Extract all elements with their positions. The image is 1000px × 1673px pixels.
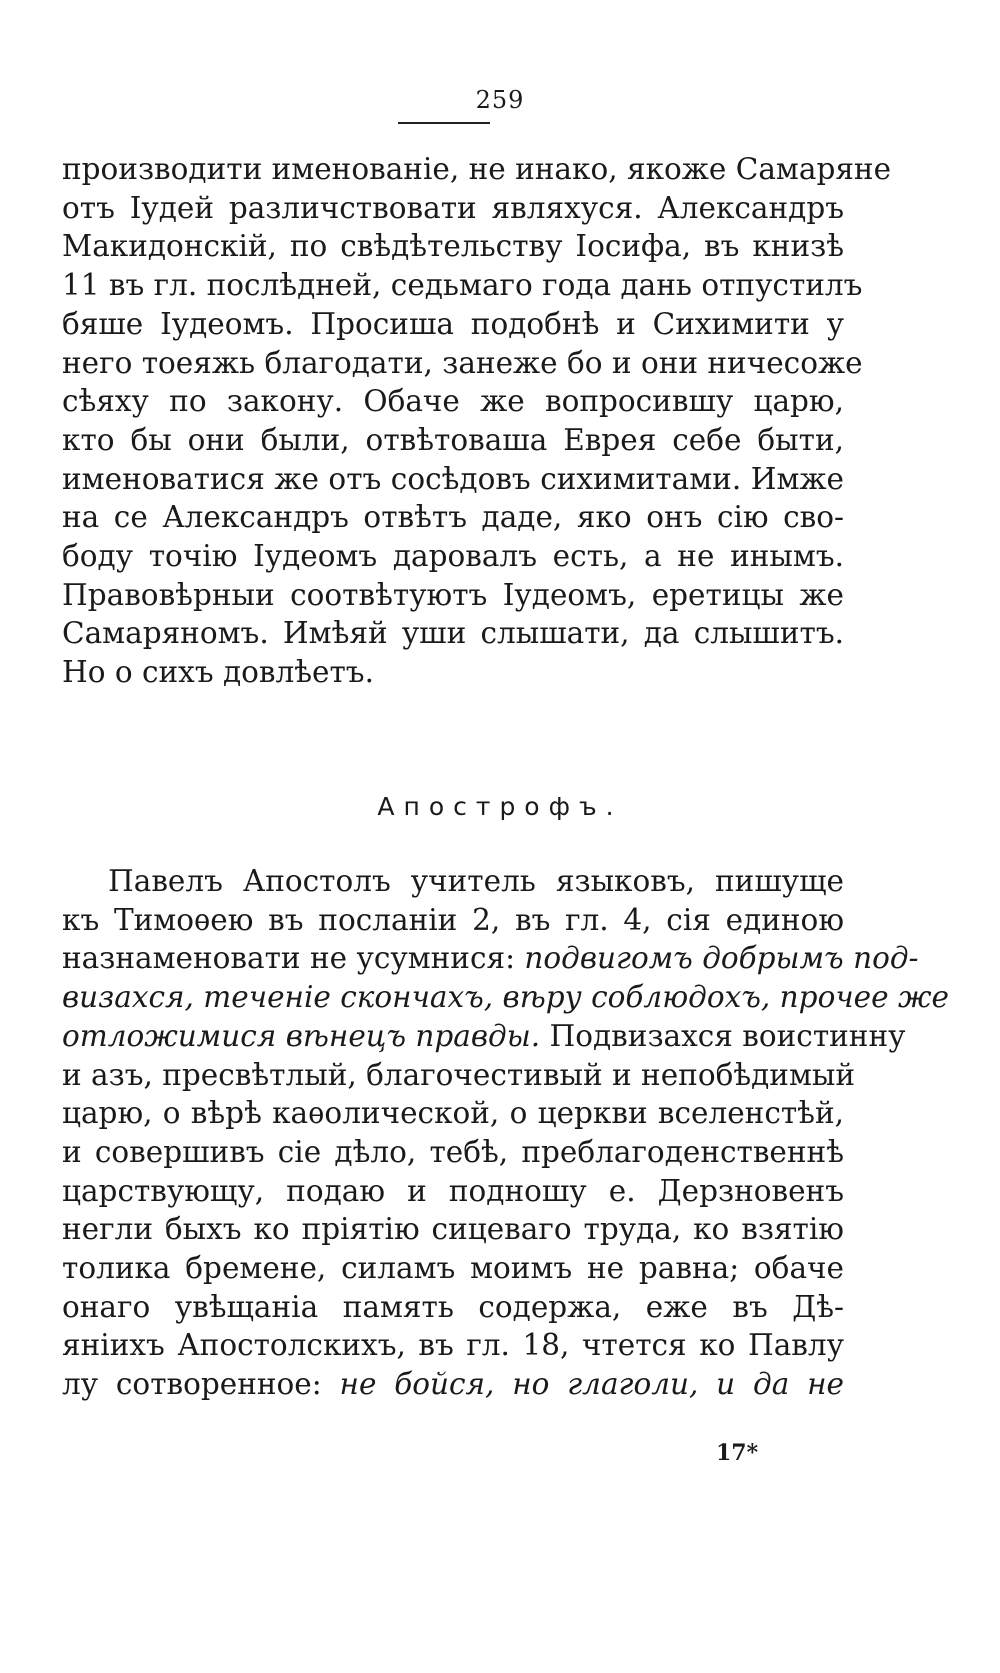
text-line: царствующу, подаю и подношу е. Дерзновенъ bbox=[62, 1173, 844, 1208]
paragraph-2 bbox=[62, 862, 949, 1404]
text-line: на се Александръ отвѣтъ даде, яко онъ сію сво- bbox=[62, 500, 844, 535]
text-line: негли быхъ ко пріятію сицеваго труда, ко взятію bbox=[62, 1212, 844, 1247]
text-line: царю, о вѣрѣ каѳолической, о церкви вселенстѣй, bbox=[62, 1096, 844, 1131]
text-line: сѣяху по закону. Обаче же вопросившу царю, bbox=[62, 384, 844, 419]
text-line: кто бы они были, отвѣтоваша Еврея себе быти, bbox=[62, 422, 844, 457]
paragraph-1 bbox=[62, 150, 892, 692]
text-line bbox=[62, 1017, 906, 1056]
text-run: лу сотворенное: bbox=[62, 1367, 340, 1402]
italic-quote: визахся, теченіе скончахъ, вѣру соблюдохъ, прочее же bbox=[62, 980, 949, 1015]
italic-quote: не бойся, но глаголи, и да не bbox=[339, 1367, 844, 1402]
text-line: Павелъ Апостолъ учитель языковъ, пишуще bbox=[108, 864, 844, 898]
text-line: и азъ, пресвѣтлый, благочестивый и непобѣдимый bbox=[62, 1057, 856, 1092]
page-number-rule bbox=[398, 122, 490, 124]
text-line: бяше Іудеомъ. Просиша подобнѣ и Сихимити у bbox=[62, 306, 844, 341]
text-line: къ Тимоѳею въ посланіи 2, въ гл. 4, сія единою bbox=[62, 902, 844, 937]
text-line bbox=[62, 978, 949, 1017]
italic-quote: подвигомъ добрымъ под- bbox=[524, 941, 919, 976]
text-line: производити именованіе, не инако, якоже Самаряне bbox=[62, 152, 892, 186]
text-line: толика бремене, силамъ моимъ не равна; обаче bbox=[62, 1251, 844, 1286]
text-run: назнаменовати не усумнися: bbox=[62, 941, 525, 976]
text-line: и совершивъ сіе дѣло, тебѣ, преблагоденственнѣ bbox=[62, 1134, 844, 1169]
text-line: именоватися же отъ сосѣдовъ сихимитами. Имже bbox=[62, 461, 844, 496]
text-run: Подвизахся воистинну bbox=[540, 1018, 906, 1053]
page-number: 259 bbox=[475, 86, 525, 114]
text-line: Но о сихъ довлѣетъ. bbox=[62, 655, 374, 690]
text-line bbox=[62, 1365, 844, 1404]
text-line: отъ Іудей различствовати являхуся. Александръ bbox=[62, 190, 844, 225]
italic-quote: отложимися вѣнецъ правды. bbox=[62, 1018, 541, 1053]
text-line: Макидонскій, по свѣдѣтельству Іосифа, въ книзѣ bbox=[62, 229, 844, 264]
text-line: Правовѣрныи соотвѣтуютъ Іудеомъ, еретицы же bbox=[62, 577, 844, 612]
text-line: яніихъ Апостолскихъ, въ гл. 18, чтется ко Павлу bbox=[62, 1328, 844, 1363]
text-line: онаго увѣщаніа память содержа, еже въ Дѣ- bbox=[62, 1289, 844, 1324]
text-line bbox=[62, 939, 919, 978]
section-heading: Апострофъ. bbox=[377, 792, 623, 821]
text-line: 11 въ гл. послѣдней, седьмаго года дань отпустилъ bbox=[62, 268, 863, 303]
text-line: боду точію Іудеомъ даровалъ есть, а не инымъ. bbox=[62, 539, 844, 574]
text-line: Самаряномъ. Имѣяй уши слышати, да слышитъ. bbox=[62, 616, 844, 651]
signature-mark: 17* bbox=[716, 1440, 759, 1466]
text-line: него тоеяжь благодати, занеже бо и они ничесоже bbox=[62, 345, 863, 380]
